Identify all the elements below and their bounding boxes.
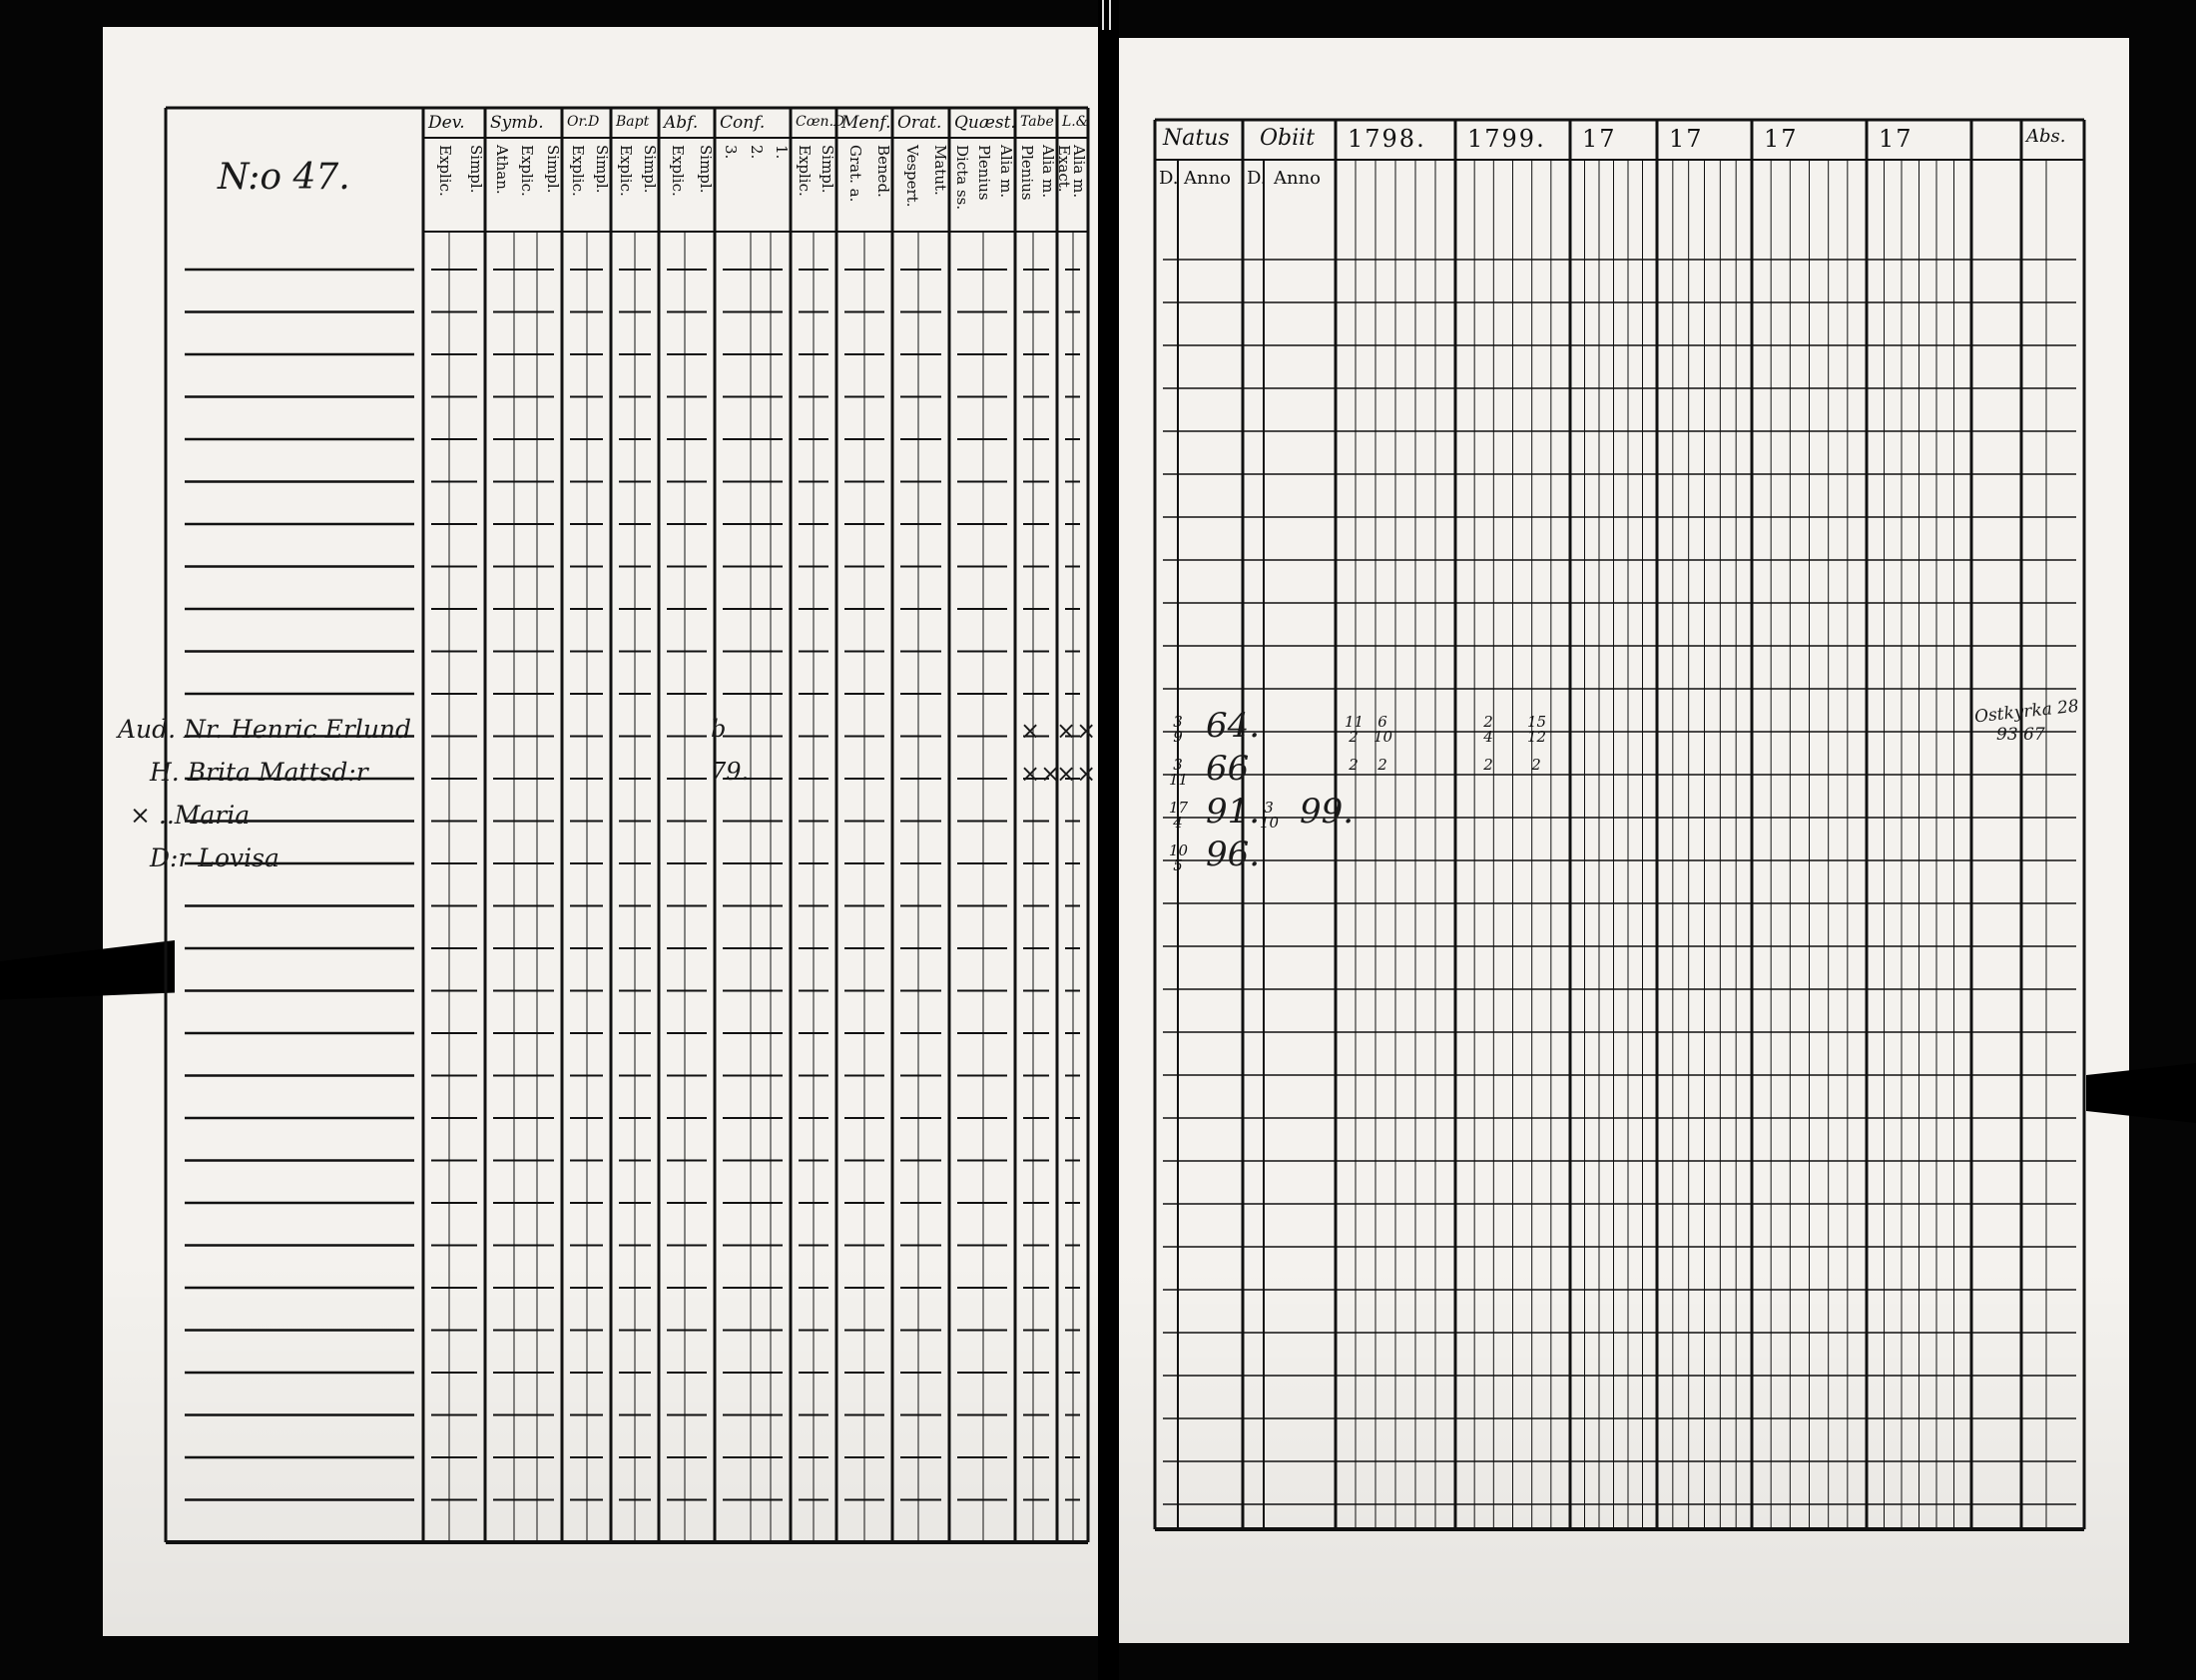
left-col-subheader: Explic. xyxy=(669,145,687,197)
left-col-subheader: Explic. xyxy=(568,145,587,197)
mark-1799-a-2: 2 xyxy=(1483,756,1493,774)
year-header-1: 1798. xyxy=(1348,125,1426,153)
left-col-subheader: Simpl. xyxy=(641,145,659,194)
year-header-4: 17 xyxy=(1669,125,1704,153)
obiit-anno-header: Anno xyxy=(1274,168,1322,189)
left-col-header-2: Symb. xyxy=(490,113,544,133)
left-col-subheader: Dicta ss. xyxy=(953,145,971,211)
person-name-2: H. Brita Mattsd:r xyxy=(150,758,368,787)
death-year: 99. xyxy=(1300,792,1355,832)
mark-1799-b-1: 15 12 xyxy=(1527,713,1547,746)
left-col-header-11: Tabe xyxy=(1020,114,1054,130)
left-col-subheader: Explic. xyxy=(617,145,635,197)
left-col-subheader: Explic. xyxy=(518,145,537,197)
left-col-header-12: L.& xyxy=(1062,114,1089,130)
mark-1798-a-1: 11 2 xyxy=(1345,713,1365,746)
natus-header: Natus xyxy=(1163,126,1230,151)
left-col-header-9: Orat. xyxy=(897,113,942,133)
left-col-subheader: Simpl. xyxy=(819,145,836,194)
left-col-subheader: Simpl. xyxy=(544,145,562,194)
left-col-subheader: Simpl. xyxy=(593,145,611,194)
birth-year-2: 66 xyxy=(1206,749,1250,789)
left-col-subheader: Plenius xyxy=(1018,145,1036,201)
left-col-header-3: Or.D xyxy=(567,114,600,130)
left-col-header-1: Dev. xyxy=(428,113,465,133)
left-col-subheader: Alia m. xyxy=(1070,145,1088,199)
natus-day-header: D. xyxy=(1159,168,1179,189)
birth-day-4: 10 5 xyxy=(1169,841,1189,874)
left-col-subheader: Alia m. xyxy=(997,145,1015,199)
left-col-subheader: Matut. xyxy=(931,145,949,196)
year-header-3: 17 xyxy=(1582,125,1617,153)
left-col-subheader: Explic. xyxy=(436,145,454,197)
left-col-subheader: Vespert. xyxy=(902,145,921,208)
mark-1799-b-2: 2 xyxy=(1531,756,1541,774)
left-col-subheader: Explic. xyxy=(796,145,814,197)
left-col-subheader: Alia m. xyxy=(1039,145,1057,199)
left-col-subheader: Simpl. xyxy=(467,145,485,194)
left-col-subheader: Bened. xyxy=(874,145,892,198)
left-col-subheader: Athan. xyxy=(492,145,511,195)
left-col-subheader: Plenius xyxy=(975,145,993,201)
person-name-3: × ..Maria xyxy=(130,801,251,830)
record-number: N:o 47. xyxy=(218,157,350,198)
left-col-header-7: Cœn.D xyxy=(796,114,845,130)
birth-year-1: 64. xyxy=(1206,706,1261,746)
obiit-header: Obiit xyxy=(1260,126,1316,151)
year-header-5: 17 xyxy=(1764,125,1799,153)
conf-mark: 79. xyxy=(711,758,750,786)
obiit-day-header: D. xyxy=(1247,168,1267,189)
left-col-header-10: Quæst. xyxy=(954,113,1016,133)
la-mark: ×× xyxy=(1056,760,1097,788)
birth-day-2: 3 11 xyxy=(1169,756,1189,789)
left-col-subheader: 1. xyxy=(773,145,791,160)
birth-day-1: 3 9 xyxy=(1173,713,1183,746)
left-col-subheader: 2. xyxy=(747,145,766,160)
mark-1799-a-1: 2 4 xyxy=(1483,713,1493,746)
left-col-header-6: Conf. xyxy=(720,113,766,133)
side-note-line-1: Ostkyrka 28 xyxy=(1973,696,2080,728)
left-col-header-5: Abf. xyxy=(664,113,699,133)
tabe-mark: × xyxy=(1020,717,1041,745)
birth-year-4: 96. xyxy=(1206,835,1261,874)
la-mark: ×× xyxy=(1056,717,1097,745)
tabe-mark: ×× xyxy=(1020,760,1061,788)
left-col-subheader: Simpl. xyxy=(697,145,715,194)
person-name-1: Aud. Nr. Henric Erlund xyxy=(118,715,412,744)
year-header-2: 1799. xyxy=(1467,125,1546,153)
mark-1798-a-2: 2 xyxy=(1349,756,1359,774)
left-col-header-8: Menf. xyxy=(841,113,891,133)
death-day: 3 10 xyxy=(1260,799,1280,832)
left-col-subheader: Grat. a. xyxy=(846,145,864,203)
abs-header: Abs. xyxy=(2026,126,2066,147)
mark-1798-b-1: 6 10 xyxy=(1373,713,1393,746)
birth-day-3: 17 4 xyxy=(1169,799,1189,832)
left-col-subheader: 3. xyxy=(722,145,741,160)
natus-anno-header: Anno xyxy=(1184,168,1232,189)
birth-year-3: 91. xyxy=(1206,792,1261,832)
person-name-4: D:r Lovisa xyxy=(150,843,279,872)
conf-mark: b xyxy=(711,715,727,743)
year-header-6: 17 xyxy=(1879,125,1914,153)
left-col-subheader: Exact. xyxy=(1054,145,1073,193)
mark-1798-b-2: 2 xyxy=(1377,756,1387,774)
side-note-line-2: 93 67 xyxy=(1996,725,2045,745)
left-col-header-4: Bapt xyxy=(616,114,650,130)
